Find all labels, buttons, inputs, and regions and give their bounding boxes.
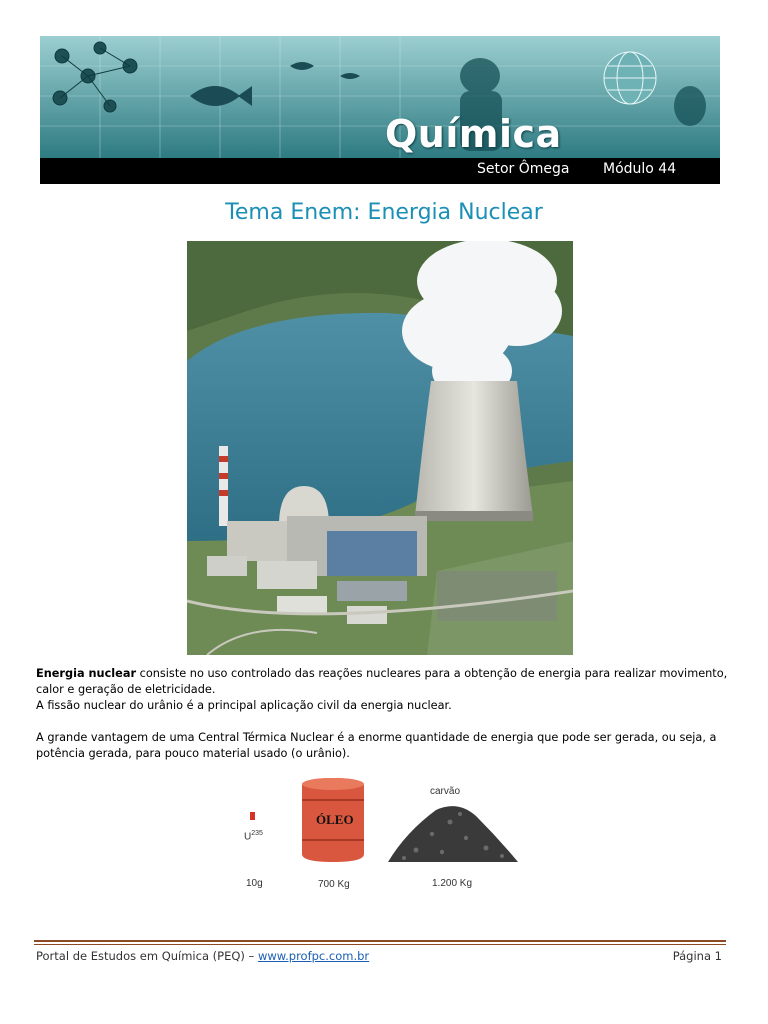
- fuel-comparison-figure: [236, 772, 520, 900]
- paragraph-advantage: A grande vantagem de uma Central Térmica Nuclear é a enorme quantidade de energia que pode ser gerada, ou seja, a potência gerada, para pouco material usado (o urânio).: [36, 731, 717, 760]
- paragraph-definition: [36, 666, 736, 698]
- uranium-superscript: 235: [251, 830, 263, 837]
- oil-mass: 700 Kg: [318, 879, 350, 890]
- coal-mass: 1.200 Kg: [432, 878, 473, 889]
- header-banner: [40, 36, 720, 184]
- coal-pile-icon: [388, 806, 518, 862]
- banner-strip: [40, 158, 720, 184]
- footer-portal: [36, 949, 369, 963]
- page-title: Tema Enem: Energia Nuclear: [225, 200, 543, 225]
- module-label: Módulo 44: [603, 161, 677, 177]
- footer-website-link[interactable]: www.profpc.com.br: [257, 949, 370, 963]
- banner-title: Química: [385, 112, 562, 156]
- coal-label: carvão: [430, 786, 461, 797]
- uranium-mass: 10g: [246, 878, 263, 889]
- nuclear-plant-photo: [187, 241, 573, 655]
- uranium-label: $U^{235}$: [244, 830, 263, 843]
- fuel-comparison-graphic: [236, 772, 520, 900]
- sector-label: Setor Ômega: [477, 161, 570, 177]
- footer-divider: [34, 940, 726, 942]
- footer-divider-thin: [34, 944, 726, 945]
- definition-text: consiste no uso controlado das reações nucleares para a obtenção de energia para realizar movimento, calor e geração de eletricidade.: [36, 667, 728, 696]
- footer-portal-text: Portal de Estudos em Química (PEQ) –: [36, 949, 258, 963]
- uranium-pellet-icon: [250, 812, 255, 820]
- footer-page-number: Página 1: [672, 949, 722, 963]
- paragraph-fission: A fissão nuclear do urânio é a principal aplicação civil da energia nuclear.: [36, 699, 452, 712]
- banner-collage-image: [40, 36, 720, 158]
- intro-text: [36, 666, 736, 762]
- term-energia-nuclear: Energia nuclear: [36, 667, 137, 680]
- barrel-label: ÓLEO: [316, 812, 354, 827]
